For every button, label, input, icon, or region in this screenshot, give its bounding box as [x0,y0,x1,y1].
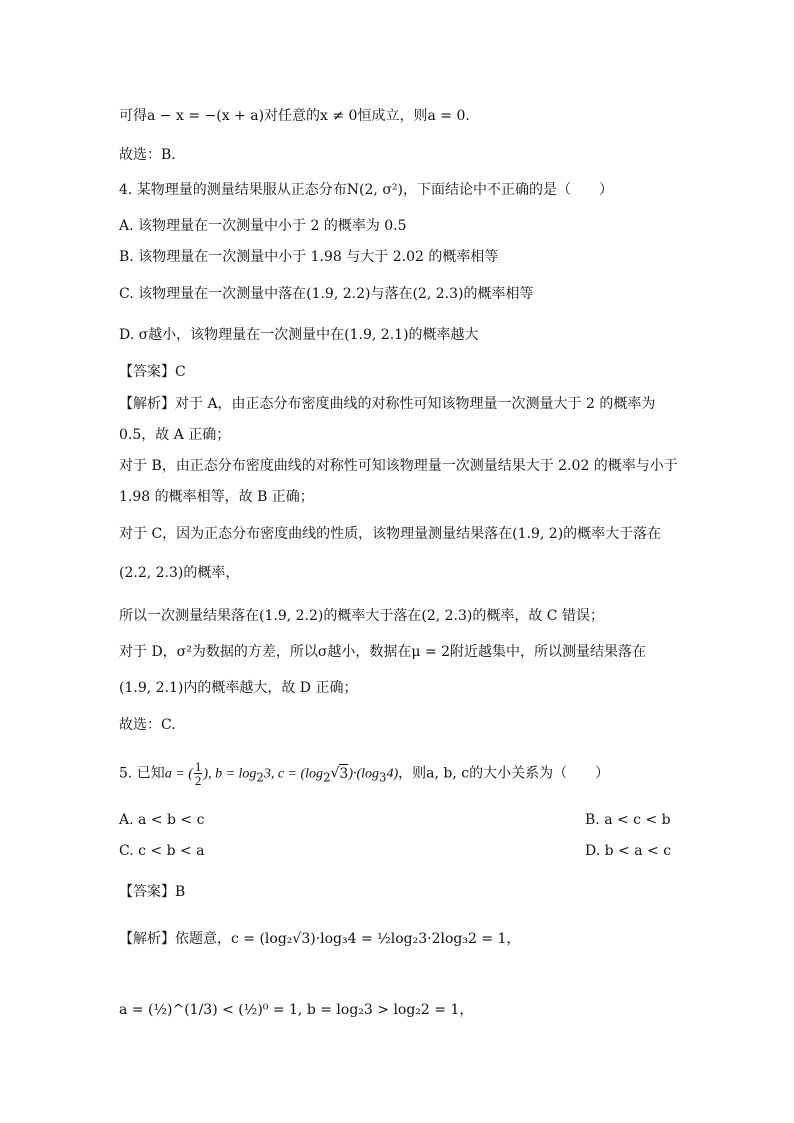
explanation-4-line6: (2.2, 2.3)的概率， [119,565,240,581]
explanation-5-line1: 【解析】依题意，c = (log₂√3)·log₃4 = ½log₂3·2log₃2 = 1， [119,931,521,947]
q5-rest1: ), b = log [203,766,257,782]
option-4a: A. 该物理量在一次测量中小于 2 的概率为 0.5 [119,218,407,234]
q5-suffix: ，则a, b, c的大小关系为（ ） [398,765,610,782]
explanation-4-line3: 对于 B，由正态分布密度曲线的对称性可知该物理量一次测量结果大于 2.02 的概率与小于 [119,458,678,474]
q5-rest4: 4) [386,766,399,782]
line-condition: 可得a − x = −(x + a)对任意的x ≠ 0恒成立，则a = 0． [119,108,480,124]
explanation-4-line1: 【解析】对于 A，由正态分布密度曲线的对称性可知该物理量一次测量大于 2 的概率为 [119,396,656,412]
q5-sub4: 3 [379,770,387,785]
q5-sub3: 2 [323,770,331,785]
option-5b: B. a < c < b [585,812,671,828]
q5-rest3: )·(log [348,766,380,782]
q5-prefix: 5. 已知 [119,765,165,782]
explanation-4-line9: (1.9, 2.1)内的概率越大，故 D 正确； [119,680,358,696]
q5-frac-num: 1 [194,759,202,774]
explanation-4-line7: 所以一次测量结果落在(1.9, 2.2)的概率大于落在(2, 2.3)的概率，故 C 错误； [119,608,604,624]
question-4: 4. 某物理量的测量结果服从正态分布N(2, σ²)，下面结论中不正确的是（ ） [119,182,613,198]
q5-sub2: 2 [256,770,264,785]
explanation-4-line8: 对于 D，σ²为数据的方差，所以σ越小，数据在μ = 2附近越集中，所以测量结果落在 [119,644,647,660]
answer-5: 【答案】B [119,884,186,900]
option-5a: A. a < b < c [119,812,205,828]
option-4c: C. 该物理量在一次测量中落在(1.9, 2.2)与落在(2, 2.3)的概率相等 [119,286,534,302]
explanation-4-line5: 对于 C，因为正态分布密度曲线的性质，该物理量测量结果落在(1.9, 2)的概率大于落在 [119,526,662,542]
q5-fraction [194,760,203,787]
explanation-4-line4: 1.98 的概率相等，故 B 正确； [119,489,314,505]
q5-frac-den: 2 [194,773,202,788]
option-4b: B. 该物理量在一次测量中小于 1.98 与大于 2.02 的概率相等 [119,249,499,265]
explanation-4-line10: 故选：C. [119,717,176,733]
line-choice-b: 故选：B. [119,147,176,163]
option-5d: D. b < a < c [585,843,672,859]
option-4d: D. σ越小，该物理量在一次测量中在(1.9, 2.1)的概率越大 [119,327,479,343]
answer-4: 【答案】C [119,364,186,380]
q5-a: a = ( [164,766,193,782]
option-5c: C. c < b < a [119,843,205,859]
q5-rest2: 3, c = (log [263,766,324,782]
question-5: 5. 已知a = ( $\frac{1}{2}$ ), $b = \log_23$, $c = (\log_2√3)\cdot(\log_34)$，则a, b, c的大小关系为（ ） [119,759,610,788]
explanation-4-line2: 0.5，故 A 正确； [119,427,231,443]
q5-sqrt: 3 [339,765,349,782]
explanation-5-line2: a = (½)^(1/3) < (½)⁰ = 1, b = log₂3 > log₂2 = 1， [119,1002,474,1018]
